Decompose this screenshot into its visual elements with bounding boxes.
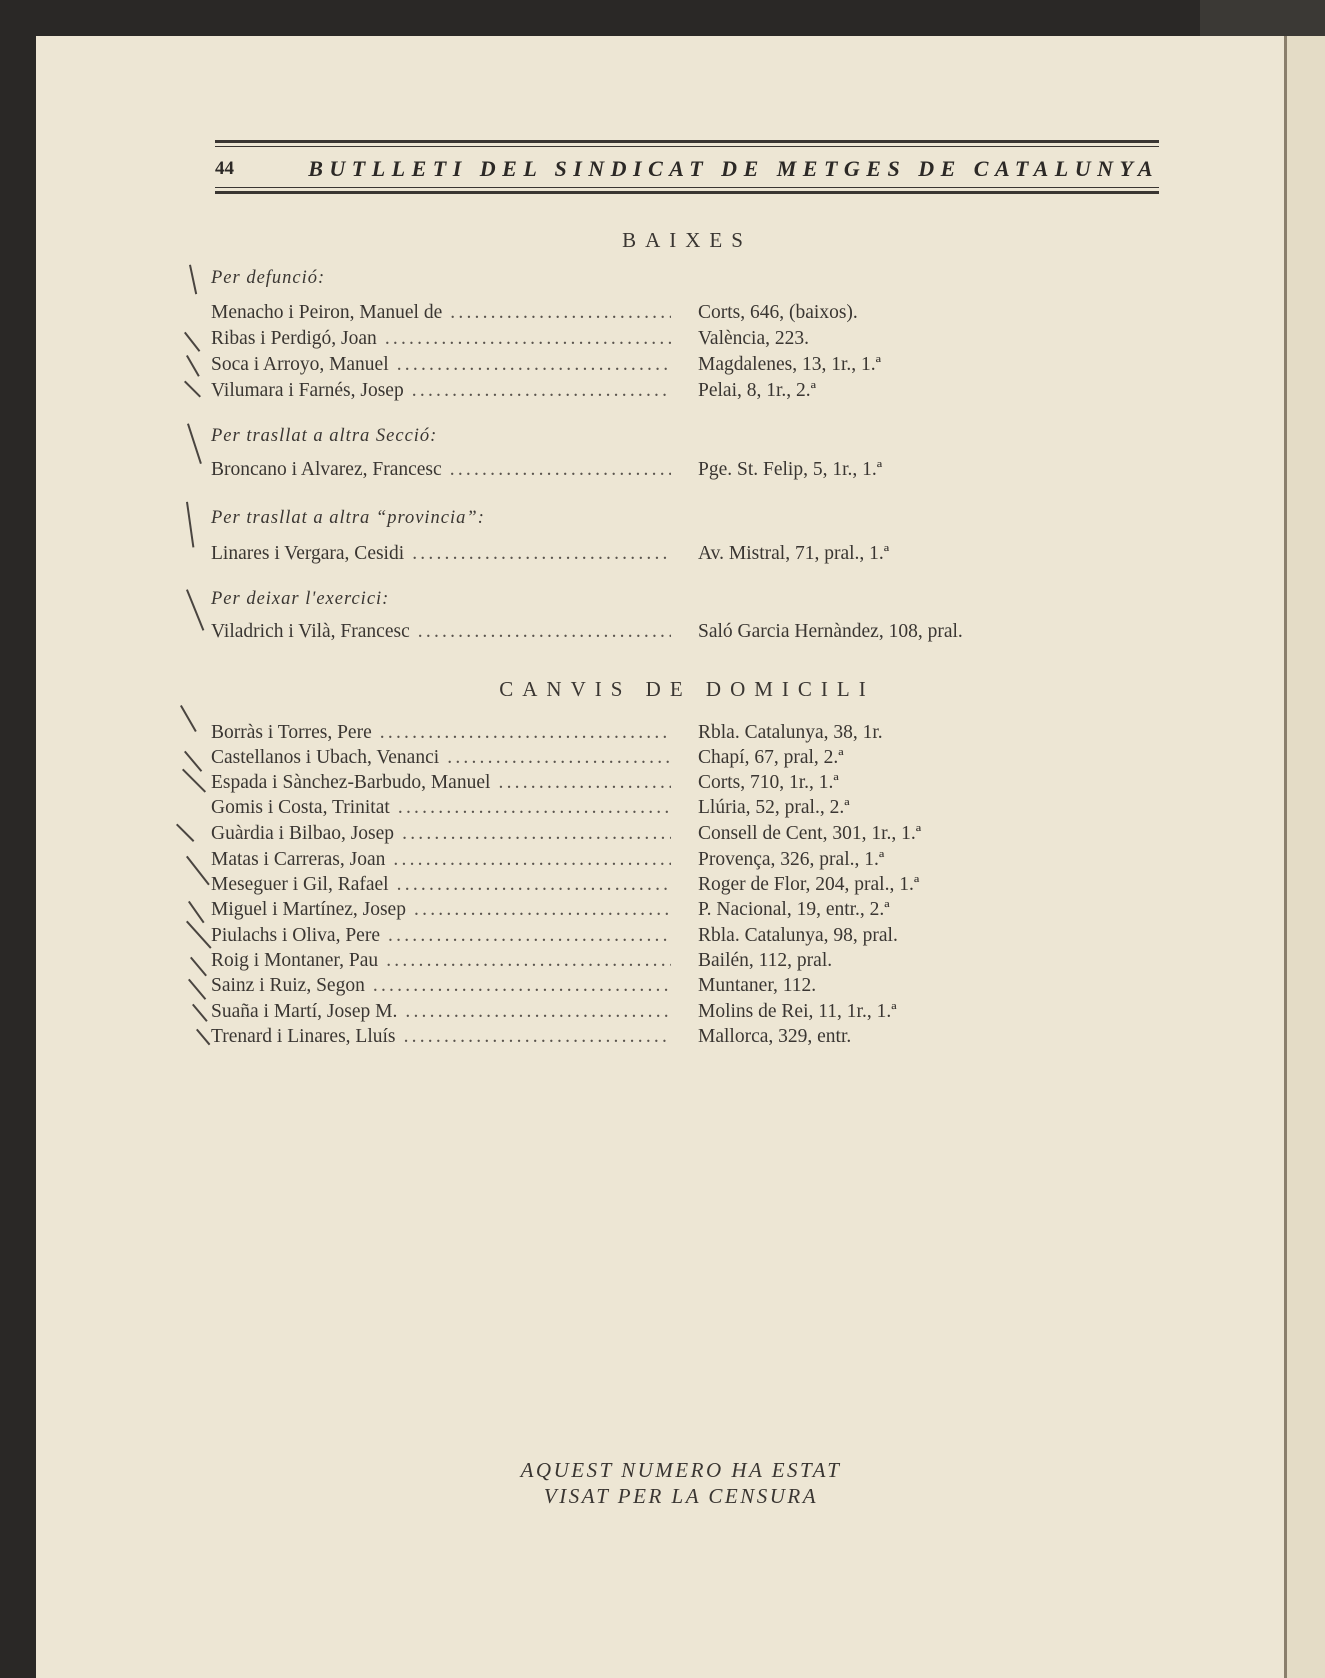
- list-item: [211, 328, 1031, 354]
- list-item: [211, 849, 1031, 875]
- member-name: Sainz i Ruiz, Segon .....: [211, 975, 671, 997]
- journal-title: BUTLLETI DEL SINDICAT DE METGES DE CATALUNYA: [308, 156, 1159, 181]
- section-title-canvis: CANVIS DE DOMICILI: [499, 677, 875, 701]
- list-item: [211, 772, 1031, 798]
- member-name: Meseguer i Gil, Rafael .....: [211, 874, 671, 896]
- list-item: [211, 1001, 1031, 1027]
- member-address: Mallorca, 329, entr.: [698, 1026, 852, 1047]
- member-name: Roig i Montaner, Pau .....: [211, 950, 671, 972]
- member-address: Corts, 646, (baixos).: [698, 302, 858, 323]
- facing-page-edge: [1284, 36, 1325, 1678]
- member-name: Guàrdia i Bilbao, Josep .....: [211, 823, 671, 845]
- member-address: València, 223.: [698, 328, 810, 349]
- member-name: Castellanos i Ubach, Venanci .....: [211, 747, 671, 769]
- member-address: Magdalenes, 13, 1r., 1.ª: [698, 354, 882, 375]
- member-address: Corts, 710, 1r., 1.ª: [698, 772, 839, 793]
- member-name: Viladrich i Vilà, Francesc .....: [211, 621, 671, 643]
- member-address: Rbla. Catalunya, 38, 1r.: [698, 722, 883, 743]
- member-address: Pge. St. Felip, 5, 1r., 1.ª: [698, 459, 883, 480]
- list-item: [211, 621, 1031, 647]
- group-label: Per trasllat a altra Secció:: [211, 426, 438, 446]
- group-label: Per defunció:: [211, 268, 326, 288]
- member-address: Pelai, 8, 1r., 2.ª: [698, 380, 817, 401]
- member-address: Llúria, 52, pral., 2.ª: [698, 797, 850, 818]
- member-name: Matas i Carreras, Joan .....: [211, 849, 671, 871]
- list-item: [211, 950, 1031, 976]
- member-address: Muntaner, 112.: [698, 975, 817, 996]
- section-title-baixes: BAIXES: [622, 228, 752, 252]
- list-item: [211, 302, 1031, 328]
- header-rule-bottom: [215, 187, 1159, 194]
- list-item: [211, 354, 1031, 380]
- member-address: Chapí, 67, pral, 2.ª: [698, 747, 844, 768]
- group-label: Per trasllat a altra “provincia”:: [211, 508, 485, 528]
- header-rule-top: [215, 140, 1159, 147]
- list-item: [211, 747, 1031, 773]
- member-name: Ribas i Perdigó, Joan .....: [211, 328, 671, 350]
- member-name: Vilumara i Farnés, Josep .....: [211, 380, 671, 402]
- scan-background: [1200, 0, 1325, 36]
- running-header: [215, 154, 1159, 184]
- member-address: Saló Garcia Hernàndez, 108, pral.: [698, 621, 963, 642]
- list-item: [211, 380, 1031, 406]
- list-item: [211, 874, 1031, 900]
- member-address: Rbla. Catalunya, 98, pral.: [698, 925, 898, 946]
- list-item: [211, 899, 1031, 925]
- member-address: Molins de Rei, 11, 1r., 1.ª: [698, 1001, 897, 1022]
- member-name: Suaña i Martí, Josep M. .....: [211, 1001, 671, 1023]
- member-address: P. Nacional, 19, entr., 2.ª: [698, 899, 890, 920]
- member-address: Provença, 326, pral., 1.ª: [698, 849, 885, 870]
- list-item: [211, 459, 1031, 485]
- list-item: [211, 975, 1031, 1001]
- list-item: [211, 797, 1031, 823]
- list-item: [211, 925, 1031, 951]
- member-name: Borràs i Torres, Pere .....: [211, 722, 671, 744]
- page-number: 44: [215, 158, 234, 179]
- member-address: Bailén, 112, pral.: [698, 950, 833, 971]
- member-address: Consell de Cent, 301, 1r., 1.ª: [698, 823, 922, 844]
- censorship-note-line-1: AQUEST NUMERO HA ESTAT: [520, 1458, 842, 1482]
- member-name: Menacho i Peiron, Manuel de .....: [211, 302, 671, 324]
- member-name: Trenard i Linares, Lluís .....: [211, 1026, 671, 1048]
- list-item: [211, 823, 1031, 849]
- member-address: Roger de Flor, 204, pral., 1.ª: [698, 874, 920, 895]
- member-name: Broncano i Alvarez, Francesc .....: [211, 459, 671, 481]
- member-name: Miguel i Martínez, Josep .....: [211, 899, 671, 921]
- member-name: Gomis i Costa, Trinitat .....: [211, 797, 671, 819]
- member-address: Av. Mistral, 71, pral., 1.ª: [698, 543, 890, 564]
- member-name: Espada i Sànchez-Barbudo, Manuel .....: [211, 772, 671, 794]
- list-item: [211, 543, 1031, 569]
- group-label: Per deixar l'exercici:: [211, 589, 390, 609]
- member-name: Linares i Vergara, Cesidi .....: [211, 543, 671, 565]
- list-item: [211, 1026, 1031, 1052]
- list-item: [211, 722, 1031, 748]
- censorship-note-line-2: VISAT PER LA CENSURA: [543, 1484, 819, 1508]
- member-name: Piulachs i Oliva, Pere .....: [211, 925, 671, 947]
- member-name: Soca i Arroyo, Manuel .....: [211, 354, 671, 376]
